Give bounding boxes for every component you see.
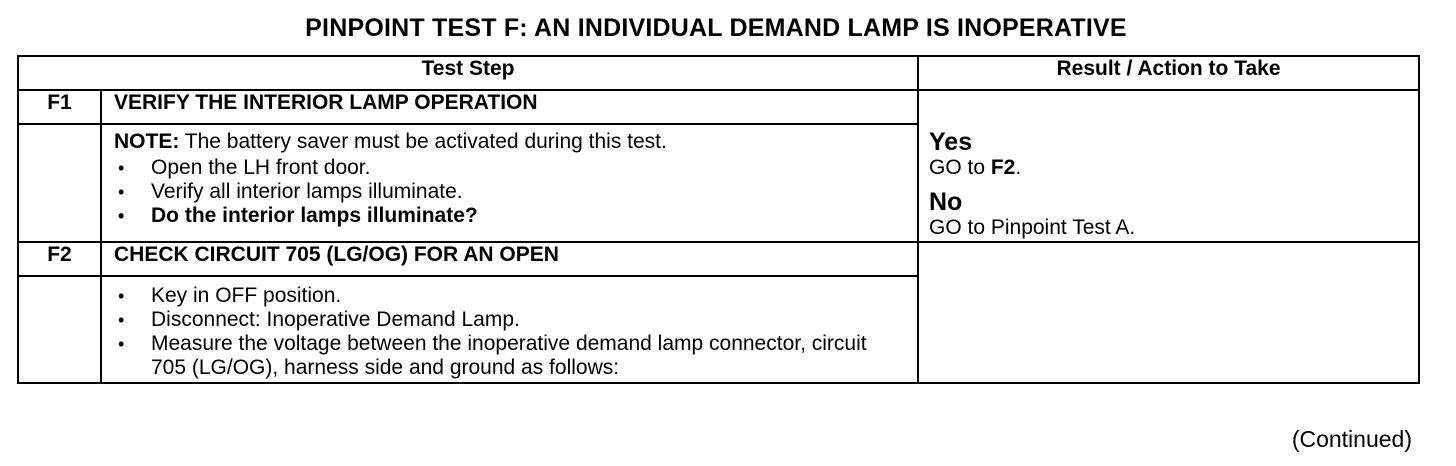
list-item: • Open the LH front door. xyxy=(114,156,905,180)
list-item: • Key in OFF position. xyxy=(114,284,905,308)
table-header-row xyxy=(18,56,1419,90)
result-no-label: No xyxy=(929,188,963,216)
step-f2-body xyxy=(101,276,918,383)
list-item-question: • Do the interior lamps illuminate? xyxy=(114,204,905,228)
list-item: • Measure the voltage between the inoperative demand lamp connector, circuit 705 (LG/OG), harness side and ground as follows: xyxy=(114,332,905,380)
step-id-f2: F2 xyxy=(18,242,101,276)
result-yes-action xyxy=(929,155,1408,181)
result-header: Result / Action to Take xyxy=(918,56,1419,90)
step-f1-bullet-list xyxy=(114,156,905,228)
step-f2-title: CHECK CIRCUIT 705 (LG/OG) FOR AN OPEN xyxy=(101,242,918,276)
test-step-header: Test Step xyxy=(18,56,918,90)
step-f2-header-row xyxy=(18,242,1419,276)
page-title: PINPOINT TEST F: AN INDIVIDUAL DEMAND LAMP IS INOPERATIVE xyxy=(305,14,1127,42)
note-label: NOTE: xyxy=(114,130,180,153)
step-f2-result-cell xyxy=(918,242,1419,383)
result-no-action: GO to Pinpoint Test A. xyxy=(929,216,1136,239)
step-f1-header-row xyxy=(18,90,1419,124)
step-id-f1: F1 xyxy=(18,90,101,124)
list-item: • Verify all interior lamps illuminate. xyxy=(114,180,905,204)
continued-label: (Continued) xyxy=(1291,426,1412,452)
step-f1-body xyxy=(101,124,918,242)
list-item: • Disconnect: Inoperative Demand Lamp. xyxy=(114,308,905,332)
pinpoint-test-table xyxy=(17,55,1420,384)
step-f1-note xyxy=(114,130,905,154)
step-f1-id-spacer xyxy=(18,124,101,242)
step-f2-bullet-list xyxy=(114,284,905,380)
result-yes-action-target: F2 xyxy=(990,156,1016,179)
step-f1-result-cell xyxy=(918,90,1419,242)
step-f1-title: VERIFY THE INTERIOR LAMP OPERATION xyxy=(101,90,918,124)
step-f2-id-spacer xyxy=(18,276,101,383)
result-yes-label: Yes xyxy=(929,128,973,156)
note-text: The battery saver must be activated during this test. xyxy=(179,130,667,153)
result-yes-action-suffix: . xyxy=(1015,156,1022,179)
result-yes-action-prefix: GO to xyxy=(929,156,991,179)
